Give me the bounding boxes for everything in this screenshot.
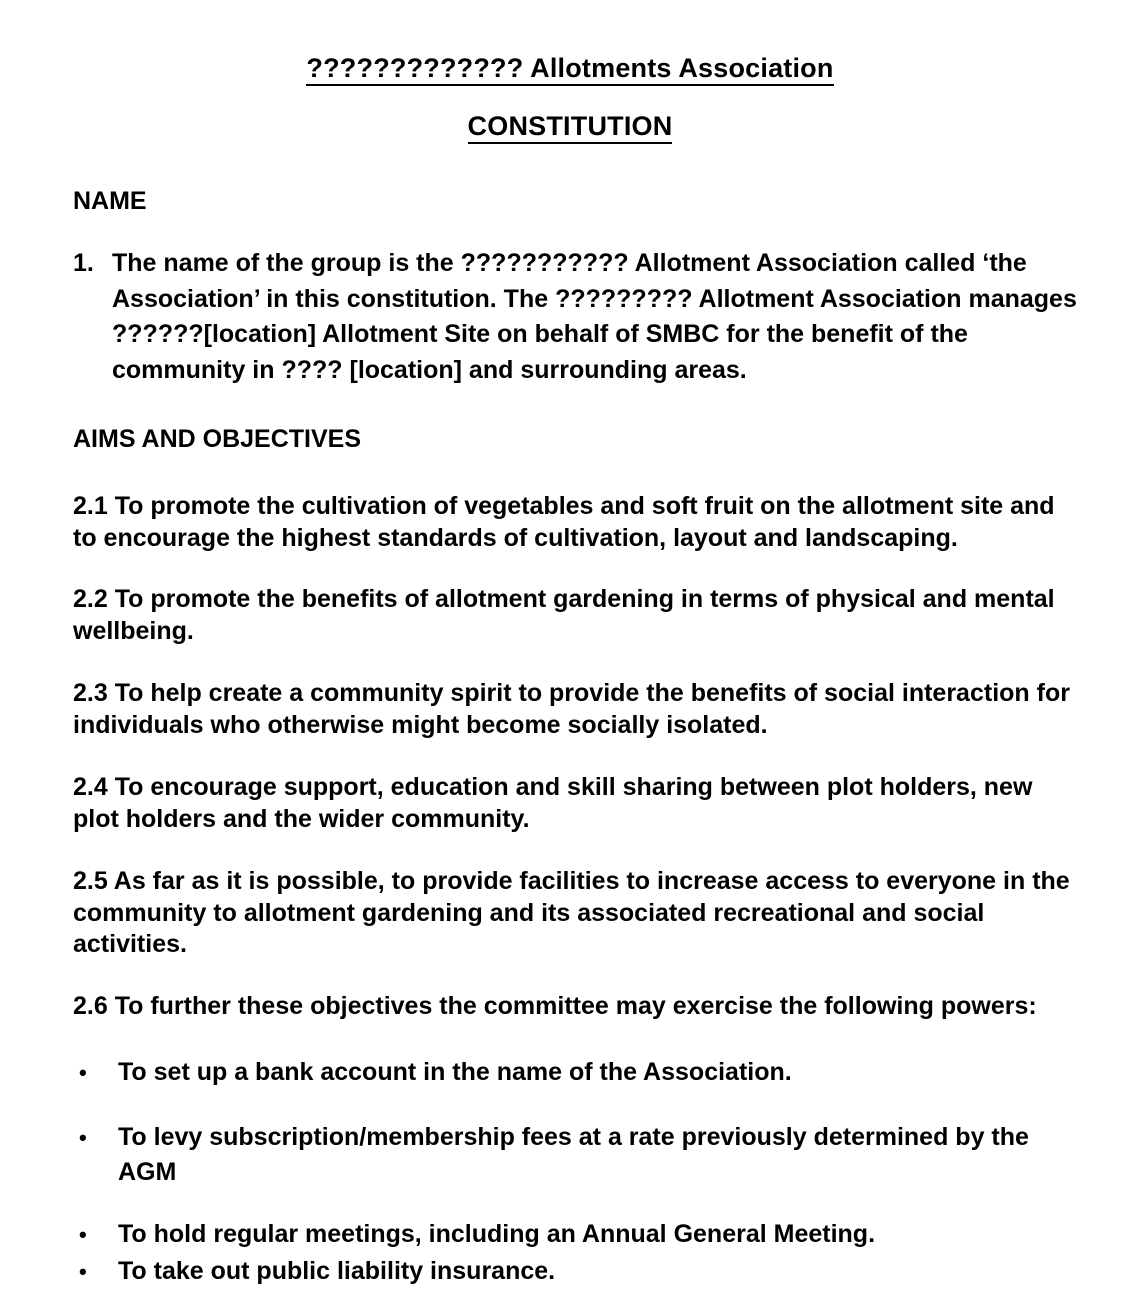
section-heading-aims-and-objectives: AIMS AND OBJECTIVES [73, 425, 362, 453]
bullet-icon: • [79, 1060, 87, 1085]
list-item [0, 1252, 1140, 1289]
list-item [0, 1090, 1140, 1190]
bullet-icon: • [79, 1125, 87, 1150]
document-title [0, 0, 1140, 84]
paragraph-2-5: 2.5 As far as it is possible, to provide facilities to increase access to everyone in the community to allotment gardening and its associated recreational and social activities. [73, 867, 1070, 958]
paragraph-2-1: 2.1 To promote the cultivation of vegetables and soft fruit on the allotment site and to encourage the highest standards of cultivation, layout and landscaping. [73, 492, 1055, 552]
powers-bullet-list [0, 1022, 1140, 1289]
numbered-item-1 [0, 216, 1140, 388]
list-item-label: To take out public liability insurance. [118, 1257, 556, 1285]
document-subtitle [0, 84, 1140, 142]
bullet-icon: • [79, 1259, 87, 1284]
paragraph-2-4: 2.4 To encourage support, education and skill sharing between plot holders, new plot holders and the wider community. [73, 773, 1033, 833]
bullet-icon: • [79, 1222, 87, 1247]
numbered-item-1-number: 1. [73, 249, 94, 277]
section-heading-name: NAME [73, 187, 147, 215]
paragraph-2-3: 2.3 To help create a community spirit to provide the benefits of social interaction for individuals who otherwise might become socially isolated. [73, 679, 1070, 739]
list-item-label: To hold regular meetings, including an Annual General Meeting. [118, 1220, 876, 1248]
paragraph-2-2: 2.2 To promote the benefits of allotment gardening in terms of physical and mental wellbeing. [73, 585, 1055, 645]
document-subtitle-text: CONSTITUTION [468, 111, 673, 144]
list-item [0, 1022, 1140, 1090]
list-item-label: To set up a bank account in the name of the Association. [118, 1058, 792, 1086]
numbered-item-1-text: The name of the group is the ??????????? Allotment Association called ‘the Association’ in this constitution. The ????????? Allotment Association manages ??????[location] Allotment Site on behalf of SMBC for the benefit of the community in ???? [location] and surrounding areas. [112, 249, 1077, 384]
paragraph-2-6: 2.6 To further these objectives the committee may exercise the following powers: [73, 991, 1037, 1020]
list-item [0, 1190, 1140, 1252]
document-title-text: ????????????? Allotments Association [306, 53, 833, 86]
list-item-label: To levy subscription/membership fees at a rate previously determined by the AGM [118, 1123, 1029, 1186]
